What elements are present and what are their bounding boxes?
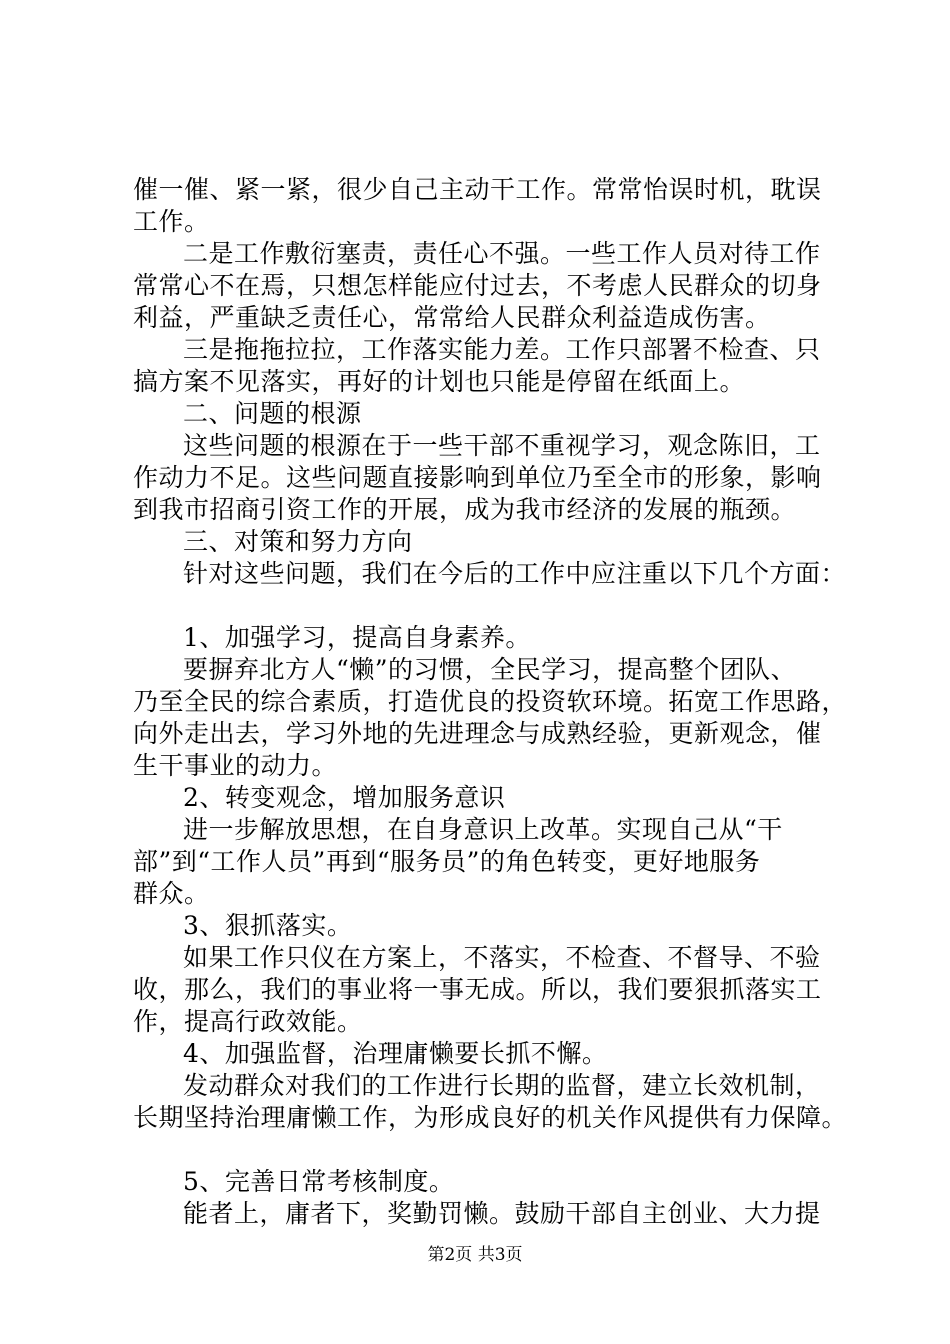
text-line: 生干事业的动力。 — [133, 751, 338, 780]
section-heading: 二、问题的根源 — [183, 399, 362, 428]
text-line: 向外走出去，学习外地的先进理念与成熟经验，更新观念，催 — [133, 719, 822, 748]
text-line: 作动力不足。这些问题直接影响到单位乃至全市的形象，影响 — [133, 463, 822, 492]
text-line: 能者上，庸者下，奖勤罚懒。鼓励干部自主创业、大力提 — [183, 1199, 821, 1228]
list-heading: 3、狠抓落实。 — [183, 911, 353, 940]
text-line: 长期坚持治理庸懒工作，为形成良好的机关作风提供有力保障。 — [133, 1103, 848, 1132]
text-line: 工作。 — [133, 207, 210, 236]
text-line: 群众。 — [133, 879, 210, 908]
text-line: 部”到“工作人员”再到“服务员”的角色转变，更好地服务 — [133, 847, 761, 876]
text-line: 三是拖拖拉拉，工作落实能力差。工作只部署不检查、只 — [183, 335, 821, 364]
text-line: 催一催、紧一紧，很少自己主动干工作。常常怡误时机，耽误 — [133, 175, 822, 204]
text-line: 针对这些问题，我们在今后的工作中应注重以下几个方面： — [183, 559, 847, 588]
text-line: 作，提高行政效能。 — [133, 1007, 363, 1036]
text-line: 发动群众对我们的工作进行长期的监督，建立长效机制， — [183, 1071, 821, 1100]
list-heading: 2、转变观念，增加服务意识 — [183, 783, 506, 812]
text-line: 如果工作只仪在方案上，不落实，不检查、不督导、不验 — [183, 943, 821, 972]
list-heading: 4、加强监督，治理庸懒要长抓不懈。 — [183, 1039, 608, 1068]
page-footer: 第2页 共3页 — [427, 1245, 523, 1265]
text-line: 要摒弃北方人“懒”的习惯，全民学习，提高整个团队、 — [183, 655, 797, 684]
text-line: 常常心不在焉，只想怎样能应付过去，不考虑人民群众的切身 — [133, 271, 822, 300]
text-line: 二是工作敷衍塞责，责任心不强。一些工作人员对待工作 — [183, 239, 821, 268]
list-heading: 1、加强学习，提高自身素养。 — [183, 623, 531, 652]
list-heading: 5、完善日常考核制度。 — [183, 1167, 455, 1196]
text-line: 搞方案不见落实，再好的计划也只能是停留在纸面上。 — [133, 367, 746, 396]
text-line: 乃至全民的综合素质，打造优良的投资软环境。拓宽工作思路， — [133, 687, 848, 716]
text-line: 这些问题的根源在于一些干部不重视学习，观念陈旧，工 — [183, 431, 821, 460]
text-line: 收，那么，我们的事业将一事无成。所以，我们要狠抓落实工 — [133, 975, 822, 1004]
text-line: 到我市招商引资工作的开展，成为我市经济的发展的瓶颈。 — [133, 495, 797, 524]
section-heading: 三、对策和努力方向 — [183, 527, 413, 556]
text-line: 利益，严重缺乏责任心，常常给人民群众利益造成伤害。 — [133, 303, 771, 332]
text-line: 进一步解放思想，在自身意识上改革。实现自己从“干 — [183, 815, 783, 844]
